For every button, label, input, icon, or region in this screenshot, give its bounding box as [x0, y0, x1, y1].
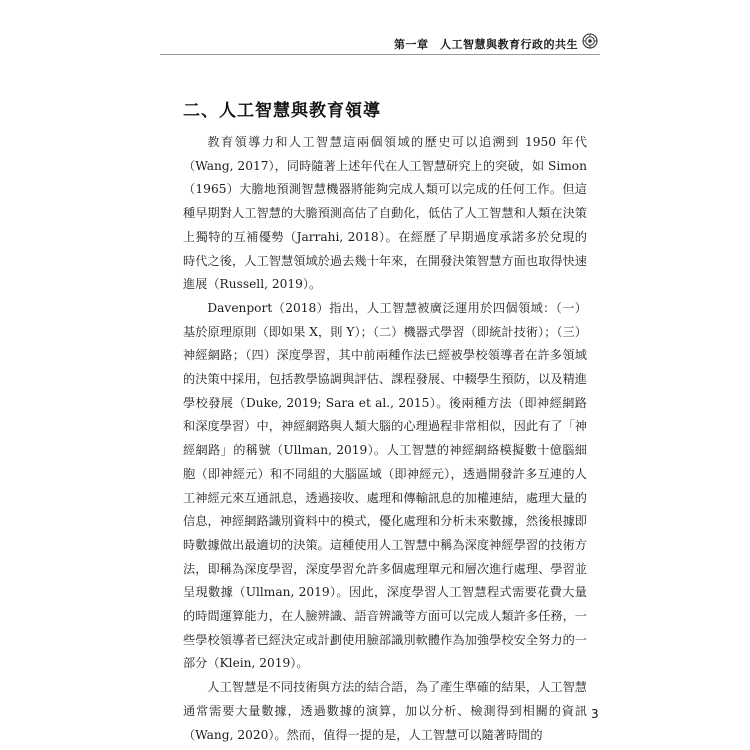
paragraph-2: Davenport（2018）指出，人工智慧被廣泛運用於四個領域：（一）基於原理原則（即如果 X，則 Y）；（二）機器式學習（即統計技術）；（三）神經網路；（四）深度學習，其中前兩種作法已經被學校領導者在許多領域的決策中採用，包括教學協調與評估、課程發展、中輟學生預防，以及精進學校發展（Duke, 2019; Sara et al., 2015）。後兩種方法（即神經網路和深度學習）中，神經網路與人類大腦的心理過程非常相似，因此有了「神經網路」的稱號（Ullman, 2019）。人工智慧的神經網絡模擬數十億腦細胞（即神經元）和不同組的大腦區域（即神經元），透過開發許多互連的人工神經元來互通訊息，透過接收、處理和傳輸訊息的加權連結，處理大量的信息，神經網路識別資料中的模式，優化處理和分析未來數據，然後根據即時數據做出最適切的決策。這種使用人工智慧中稱為深度神經學習的技術方法，即稱為深度學習，深度學習允許多個處理單元和層次進行處理、學習並呈現數據（Ullman, 2019）。因此，深度學習人工智慧程式需要花費大量的時間運算能力，在人臉辨識、語音辨識等方面可以完成人類許多任務，一些學校領導者已經決定或計劃使用臉部識別軟體作為加強學校安全努力的一部分（Klein, 2019）。	[183, 300, 587, 671]
paragraph-1: 教育領導力和人工智慧這兩個領域的歷史可以追溯到 1950 年代（Wang, 2017），同時隨著上述年代在人工智慧研究上的突破，如 Simon（1965）大膽地預測智慧機器將能夠完成人類可以完成的任何工作。但這種早期對人工智慧的大膽預測高估了自動化，低估了人工智慧和人類在決策上獨特的互補優勢（Jarrahi, 2018）。在經歷了早期過度承諾多於兌現的時代之後，人工智慧領域於過去幾十年來，在開發決策智慧方面也取得快速進展（Russell, 2019）。	[183, 135, 587, 292]
running-header-title: 第一章 人工智慧與教育行政的共生	[394, 38, 578, 51]
page-number: 3	[591, 707, 599, 721]
chapter-ornament-icon	[582, 33, 598, 49]
paragraph-3: 人工智慧是不同技術與方法的結合語，為了產生準確的結果，人工智慧通常需要大量數據，透過數據的演算，加以分析、檢測得到相關的資訊（Wang, 2020）。然而，值得一提的是，人工智慧可以隨著時間的	[183, 680, 587, 742]
body-text	[183, 131, 587, 747]
section-heading: 二、人工智慧與教育領導	[183, 101, 381, 121]
running-header	[160, 36, 600, 55]
